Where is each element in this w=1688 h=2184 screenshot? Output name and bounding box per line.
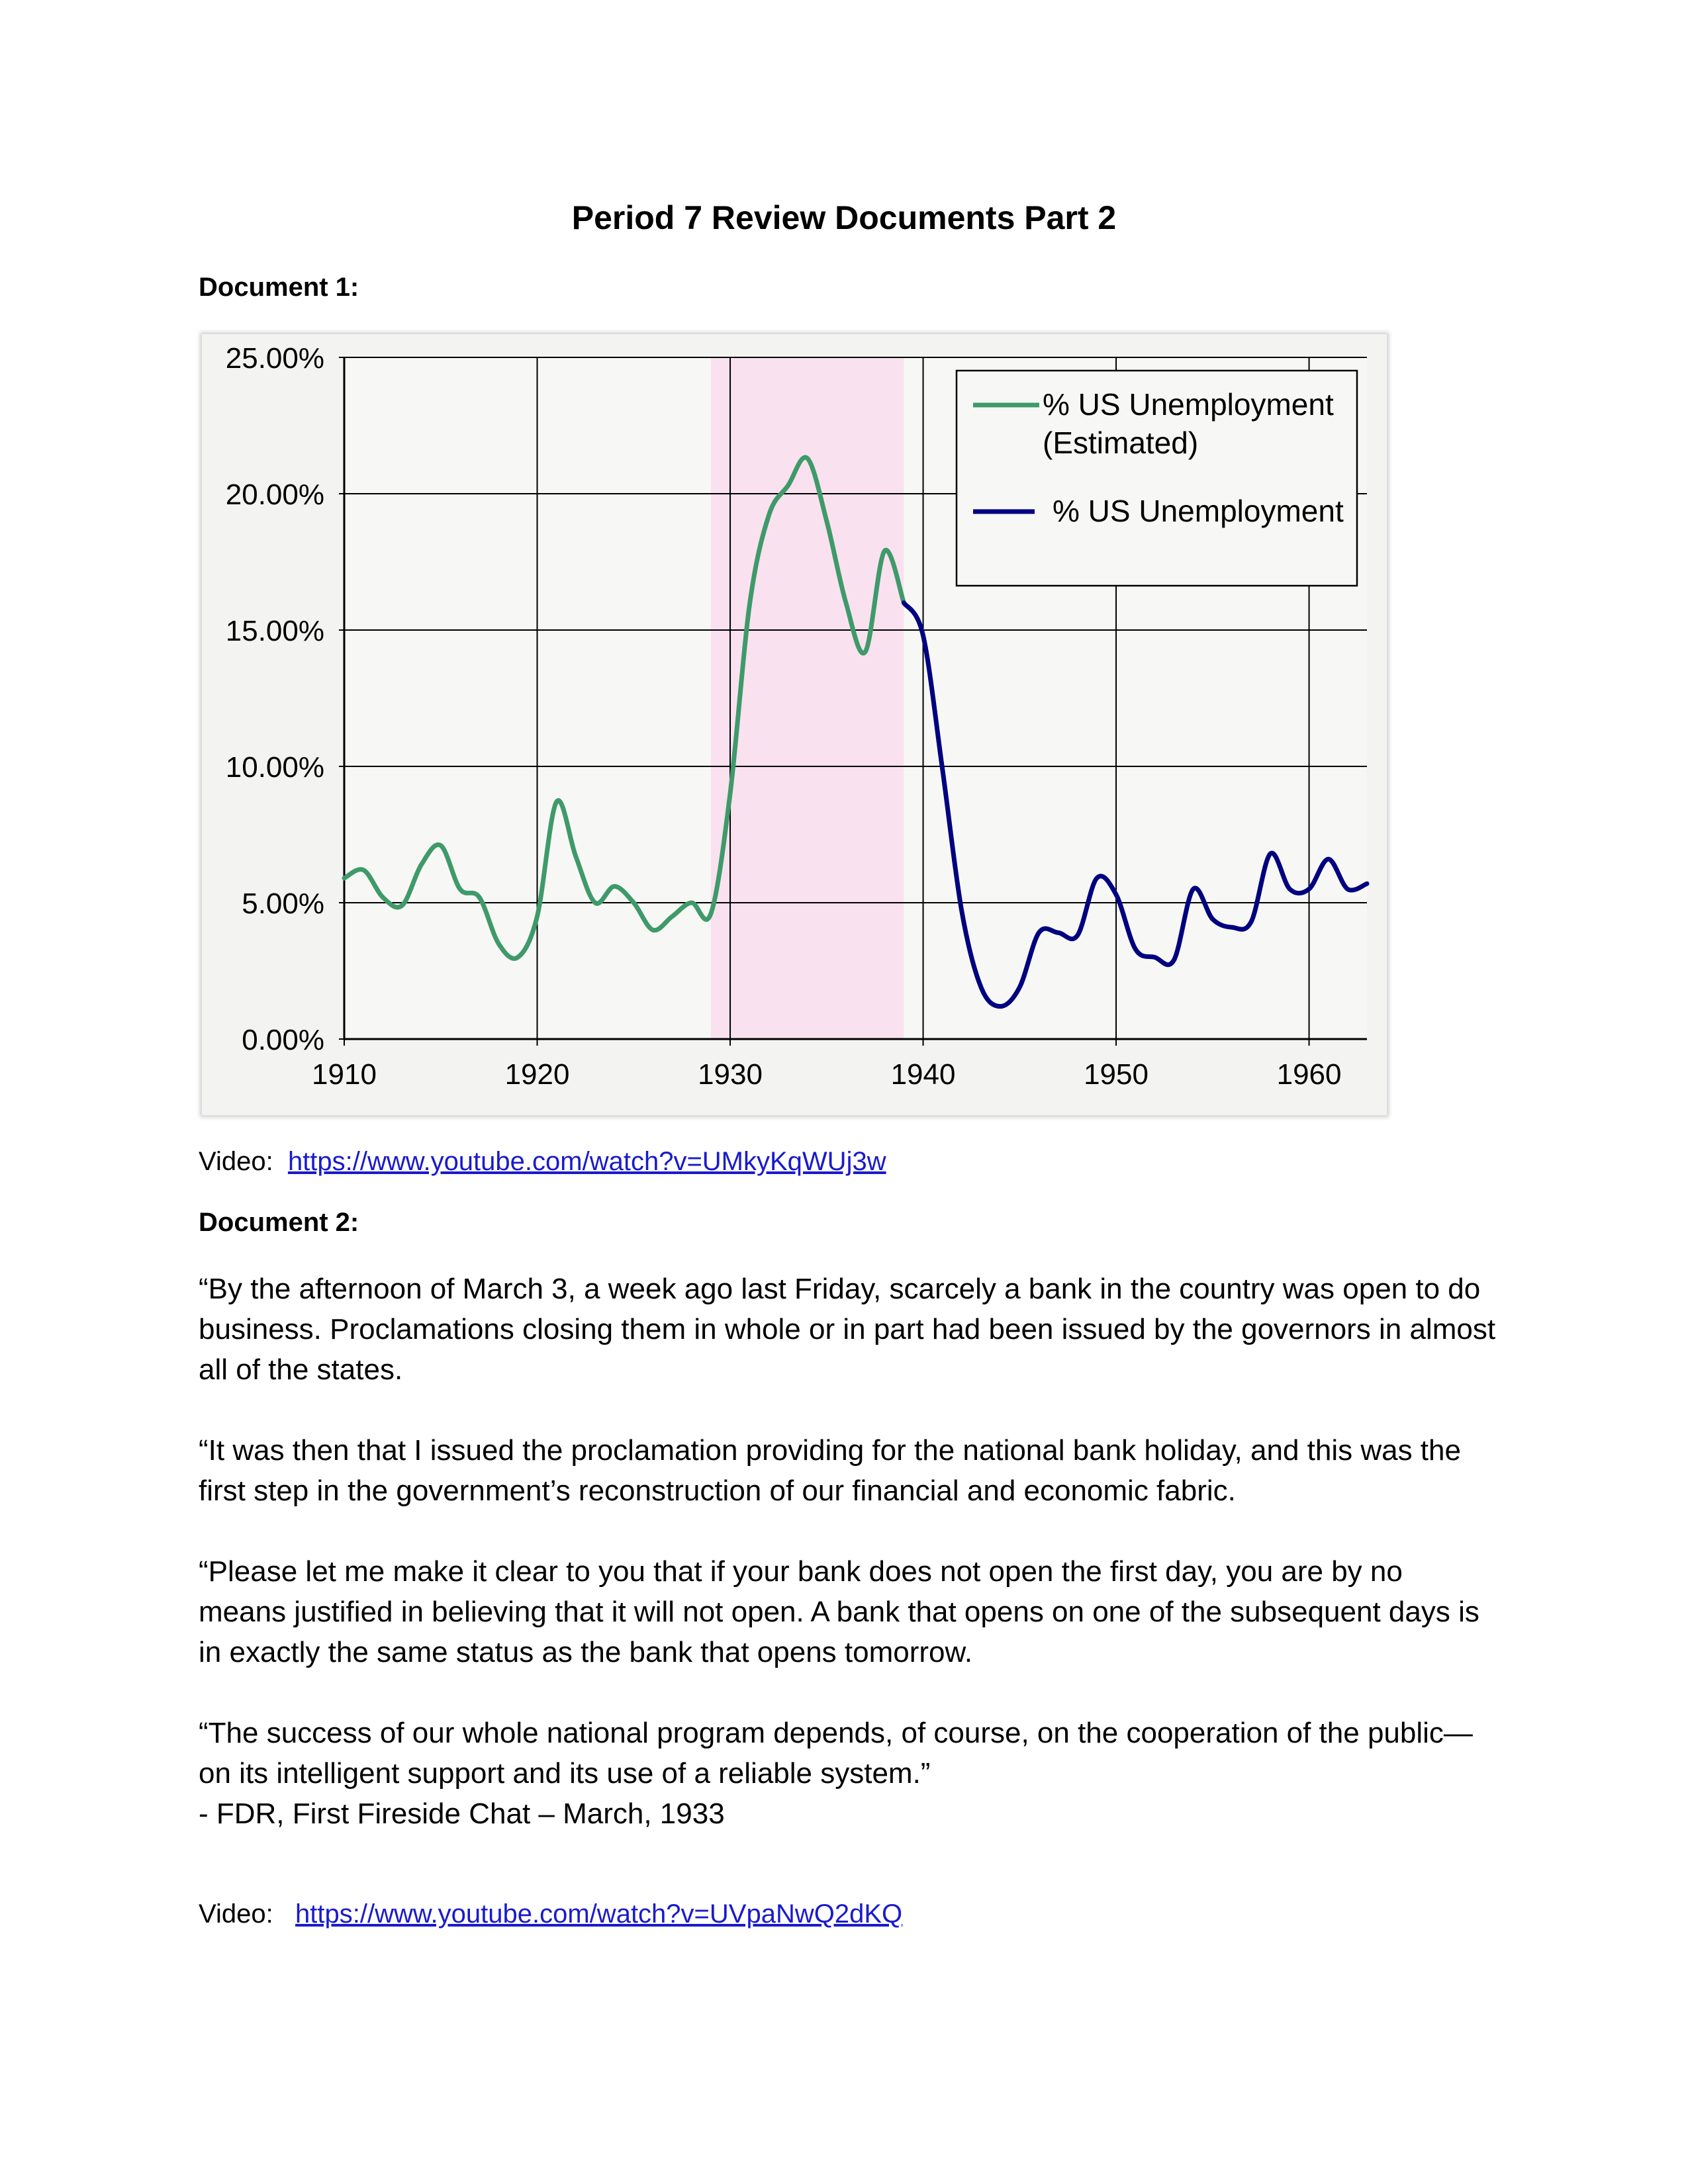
plot-area <box>226 342 1367 1091</box>
document-2-video <box>199 1899 902 1929</box>
quote-paragraph-2: “It was then that I issued the proclamation providing for the national bank holiday, and this was the first step in the government’s reconstruction of our financial and economic fabric. <box>199 1434 1461 1507</box>
page-title: Period 7 Review Documents Part 2 <box>571 199 1117 236</box>
quote-paragraph-4: “The success of our whole national program depends, of course, on the cooperation of the public—on its intelligent support and its use of a reliable system.” <box>199 1717 1473 1790</box>
unemployment-chart-svg <box>202 334 1387 1115</box>
x-tick-label: 1920 <box>504 1058 570 1091</box>
y-tick-label: 25.00% <box>225 342 324 375</box>
quote-paragraph <box>199 1713 1496 1834</box>
legend-label-2: % US Unemployment <box>1053 494 1344 528</box>
document-1-label: Document 1: <box>199 273 359 302</box>
legend-label-1-line-2: (Estimated) <box>1043 426 1199 460</box>
y-tick-label: 0.00% <box>242 1024 324 1056</box>
x-tick-label: 1940 <box>890 1058 956 1091</box>
quote-paragraph-1: “By the afternoon of March 3, a week ago last Friday, scarcely a bank in the country was open to do business. Proclamations closing them in whole or in part had been issued by the governors in almost all of the states. <box>199 1273 1496 1386</box>
document-1-video <box>199 1147 886 1177</box>
y-tick-label: 20.00% <box>225 478 324 511</box>
quote-paragraph-3: “Please let me make it clear to you that if your bank does not open the first day, you are by no means justified in believing that it will not open. A bank that opens on one of the subsequent days is in exactly the same status as the bank that opens tomorrow. <box>199 1555 1479 1668</box>
video-label: Video: <box>199 1147 273 1176</box>
quote-paragraph <box>199 1269 1496 1390</box>
video-link-1[interactable]: https://www.youtube.com/watch?v=UMkyKqWUj3w <box>287 1147 886 1176</box>
unemployment-chart <box>202 334 1387 1115</box>
y-tick-label: 10.00% <box>225 751 324 784</box>
x-tick-label: 1960 <box>1276 1058 1342 1091</box>
video-label: Video: <box>199 1899 273 1929</box>
document-2-label: Document 2: <box>199 1208 359 1237</box>
legend-label-1: % US Unemployment <box>1043 387 1334 422</box>
quote-attribution: - FDR, First Fireside Chat – March, 1933 <box>199 1797 725 1830</box>
x-tick-label: 1910 <box>312 1058 377 1091</box>
x-tick-label: 1950 <box>1084 1058 1149 1091</box>
x-tick-label: 1930 <box>698 1058 763 1091</box>
quote-paragraph <box>199 1430 1496 1511</box>
quote-paragraph <box>199 1551 1496 1672</box>
y-tick-label: 5.00% <box>242 887 324 920</box>
y-tick-label: 15.00% <box>225 615 324 647</box>
video-link-2[interactable]: https://www.youtube.com/watch?v=UVpaNwQ2dKQ <box>295 1899 903 1929</box>
